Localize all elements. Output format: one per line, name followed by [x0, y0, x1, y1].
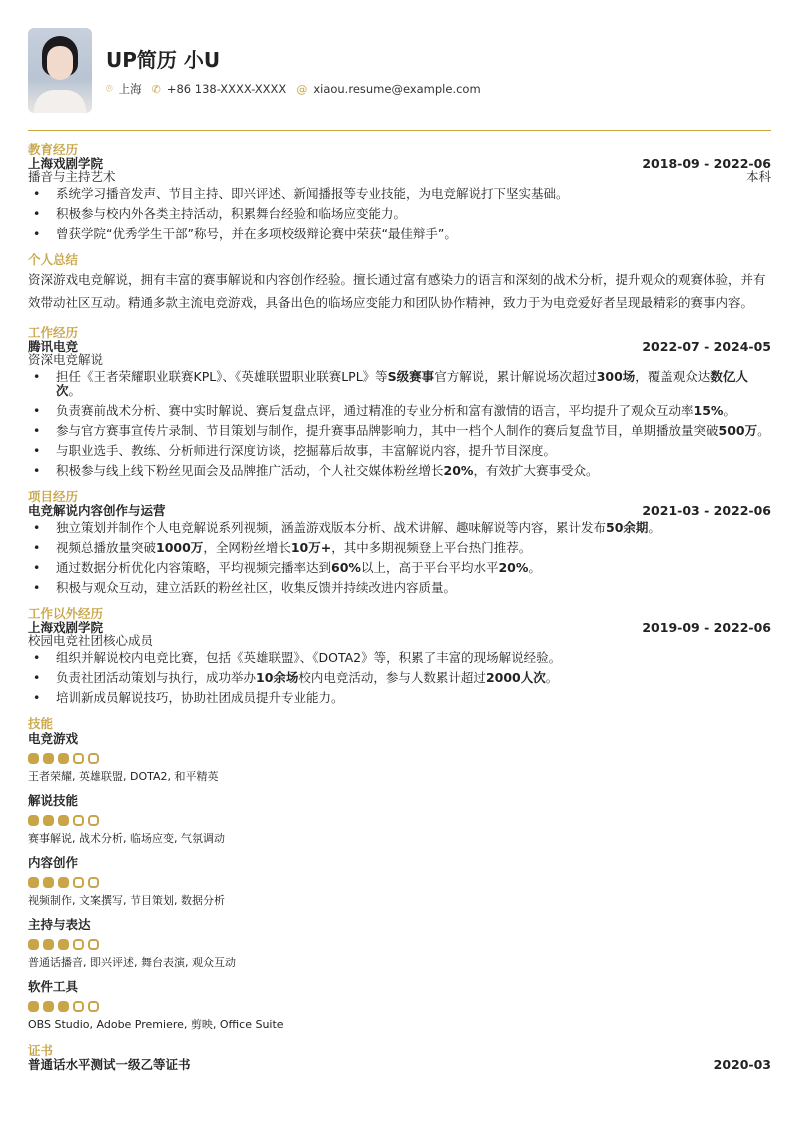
bullet-text: ，有效扩大赛事受众。	[473, 463, 599, 478]
bullet-text: 积极与观众互动，建立活跃的粉丝社区，收集反馈并持续改进内容质量。	[56, 580, 457, 595]
rating-dot-filled	[43, 753, 54, 764]
skill-group	[28, 855, 771, 908]
bold-highlight: 50余期	[606, 520, 649, 535]
entry-organization: 上海戏剧学院	[28, 156, 104, 171]
skill-name: 内容创作	[28, 855, 79, 870]
section-title: 工作经历	[28, 325, 79, 340]
rating-dot-filled	[43, 815, 54, 826]
rating-dot-empty	[88, 753, 99, 764]
bullet-text: 独立策划并制作个人电竞解说系列视频，涵盖游戏版本分析、战术讲解、趣味解说等内容，累计发布	[56, 520, 607, 535]
bullet-text: 。	[545, 670, 559, 685]
bullet-item	[28, 227, 771, 241]
rating-dot-empty	[73, 1001, 84, 1012]
rating-dot-filled	[58, 753, 69, 764]
section-education	[28, 143, 771, 241]
skill-name: 电竞游戏	[28, 731, 79, 746]
section-summary	[28, 253, 771, 314]
bullet-text: ，覆盖观众达	[635, 369, 711, 384]
skill-level-rating	[28, 815, 771, 826]
resume-header	[28, 28, 491, 113]
rating-dot-filled	[43, 1001, 54, 1012]
bullet-text: 曾获学院“优秀学生干部”称号，并在多项校级辩论赛中荣获“最佳辩手”。	[56, 226, 457, 241]
bullet-item	[28, 561, 771, 575]
bullet-item	[28, 404, 771, 418]
bullet-item	[28, 464, 771, 478]
rating-dot-filled	[43, 877, 54, 888]
section-title: 技能	[28, 716, 54, 731]
rating-dot-empty	[88, 939, 99, 950]
entry-date: 2018-09 - 2022-06	[642, 156, 771, 171]
section-extra	[28, 607, 771, 705]
bullet-text: 与职业选手、教练、分析师进行深度访谈，挖掘幕后故事，丰富解说内容，提升节目深度。	[56, 443, 557, 458]
rating-dot-empty	[88, 815, 99, 826]
skill-group	[28, 979, 771, 1032]
location: 上海	[118, 82, 142, 96]
entry-subheader	[28, 353, 771, 366]
bullet-text: ，其中多期视频登上平台热门推荐。	[331, 540, 532, 555]
skill-name: 软件工具	[28, 979, 79, 994]
entry-date: 2021-03 - 2022-06	[642, 503, 771, 518]
bold-highlight: 数亿人次	[56, 369, 748, 398]
entry-organization: 腾讯电竞	[28, 339, 79, 354]
skill-name: 主持与表达	[28, 917, 91, 932]
bullet-item	[28, 691, 771, 705]
bullet-item	[28, 521, 771, 535]
bullet-item	[28, 424, 771, 438]
skill-group	[28, 731, 771, 784]
skill-group	[28, 917, 771, 970]
resume-body	[28, 143, 771, 1083]
bullet-item	[28, 651, 771, 665]
rating-dot-filled	[28, 753, 39, 764]
bold-highlight: 20%	[498, 560, 529, 575]
skill-level-rating	[28, 1001, 771, 1012]
bullet-text: 担任《王者荣耀职业联赛KPL》、《英雄联盟职业联赛LPL》等	[56, 369, 388, 384]
bold-highlight: 10余场	[256, 670, 299, 685]
header-divider	[28, 130, 771, 131]
bold-highlight: 15%	[693, 403, 724, 418]
section-certificates	[28, 1044, 771, 1071]
bold-highlight: 20%	[443, 463, 474, 478]
bullet-text: 。	[757, 423, 770, 438]
entry-date: 2019-09 - 2022-06	[642, 620, 771, 635]
bullet-text: ，全网粉丝增长	[203, 540, 291, 555]
bullet-item	[28, 187, 771, 201]
bold-highlight: 60%	[331, 560, 361, 575]
bullet-text: 培训新成员解说技巧，协助社团成员提升专业能力。	[56, 690, 344, 705]
bullet-text: 负责社团活动策划与执行，成功举办	[56, 670, 257, 685]
email[interactable]: xiaou.resume@example.com	[313, 82, 481, 96]
entry-organization: 普通话水平测试一级乙等证书	[28, 1057, 191, 1072]
entry-role: 播音与主持艺术	[28, 169, 116, 184]
entry-organization: 上海戏剧学院	[28, 620, 104, 635]
bold-highlight: 1000万	[156, 540, 204, 555]
section-title: 个人总结	[28, 252, 79, 267]
bullet-text: 官方解说，累计解说场次超过	[434, 369, 597, 384]
bullet-list	[28, 521, 771, 595]
bullet-list	[28, 651, 771, 705]
entry-role: 校园电竞社团核心成员	[28, 633, 154, 648]
rating-dot-filled	[58, 815, 69, 826]
bold-highlight: 10万+	[290, 540, 332, 555]
rating-dot-filled	[28, 939, 39, 950]
summary-text: 资深游戏电竞解说，拥有丰富的赛事解说和内容创作经验。擅长通过富有感染力的语言和深刻的战术分析，提升观众的观赛体验，并有效带动社区互动。精通多款主流电竞游戏，具备出色的临场应变能力和团队协作精神，致力于为电竞爱好者呈现最精彩的赛事内容。	[28, 272, 766, 310]
rating-dot-empty	[88, 1001, 99, 1012]
skill-level-rating	[28, 939, 771, 950]
bullet-text: 。	[68, 383, 82, 398]
bullet-text: 积极参与线上线下粉丝见面会及品牌推广活动，个人社交媒体粉丝增长	[56, 463, 444, 478]
bullet-item	[28, 370, 771, 398]
entry-header	[28, 504, 771, 517]
skill-level-rating	[28, 753, 771, 764]
skill-level-rating	[28, 877, 771, 888]
bold-highlight: 500万	[718, 423, 758, 438]
entry-date: 2022-07 - 2024-05	[642, 339, 771, 354]
rating-dot-filled	[58, 877, 69, 888]
bullet-text: 通过数据分析优化内容策略，平均视频完播率达到	[56, 560, 332, 575]
skill-group	[28, 793, 771, 846]
skill-tags: 赛事解说, 战术分析, 临场应变, 气氛调动	[28, 832, 225, 845]
entry-degree: 本科	[745, 169, 771, 184]
entry-date: 2020-03	[713, 1057, 771, 1072]
bullet-item	[28, 581, 771, 595]
skill-tags: 视频制作, 文案撰写, 节目策划, 数据分析	[28, 894, 225, 907]
skill-tags: 王者荣耀, 英雄联盟, DOTA2, 和平精英	[28, 770, 219, 783]
bullet-item	[28, 444, 771, 458]
location-pin-icon: ⌾	[106, 82, 113, 95]
rating-dot-empty	[73, 877, 84, 888]
rating-dot-filled	[58, 1001, 69, 1012]
profile-photo	[28, 28, 92, 113]
bullet-text: 积极参与校内外各类主持活动，积累舞台经验和临场应变能力。	[56, 206, 407, 221]
bullet-text: 。	[528, 560, 541, 575]
skill-tags: 普通话播音, 即兴评述, 舞台表演, 观众互动	[28, 956, 236, 969]
phone-icon: ✆	[151, 82, 161, 96]
section-work	[28, 326, 771, 478]
section-title: 教育经历	[28, 142, 79, 157]
rating-dot-empty	[73, 939, 84, 950]
section-title: 项目经历	[28, 489, 79, 504]
rating-dot-empty	[73, 753, 84, 764]
section-title: 证书	[28, 1043, 54, 1058]
rating-dot-filled	[28, 877, 39, 888]
bullet-text: 视频总播放量突破	[56, 540, 157, 555]
bold-highlight: 300场	[596, 369, 636, 384]
entry-header	[28, 1058, 771, 1071]
skill-name: 解说技能	[28, 793, 79, 808]
rating-dot-filled	[28, 1001, 39, 1012]
bullet-text: 组织并解说校内电竞比赛，包括《英雄联盟》、《DOTA2》等，积累了丰富的现场解说经验。	[56, 650, 562, 665]
bullet-text: 负责赛前战术分析、赛中实时解说、赛后复盘点评，通过精准的专业分析和富有激情的语言，平均提升了观众互动率	[56, 403, 694, 418]
entry-organization: 电竞解说内容创作与运营	[28, 503, 166, 518]
bullet-text: 以上，高于平台平均水平	[360, 560, 499, 575]
section-title: 工作以外经历	[28, 606, 104, 621]
bullet-list	[28, 370, 771, 478]
entry-header	[28, 340, 771, 353]
bullet-text: 参与官方赛事宣传片录制、节目策划与制作，提升赛事品牌影响力，其中一档个人制作的赛后复盘节目，单期播放量突破	[56, 423, 719, 438]
entry-subheader	[28, 634, 771, 647]
bullet-item	[28, 671, 771, 685]
section-project	[28, 490, 771, 595]
bold-highlight: 2000人次	[485, 670, 546, 685]
rating-dot-filled	[43, 939, 54, 950]
phone: +86 138-XXXX-XXXX	[166, 82, 287, 96]
email-icon: @	[296, 82, 308, 96]
bullet-text: 。	[648, 520, 661, 535]
entry-header	[28, 157, 771, 170]
entry-subheader	[28, 170, 771, 183]
bullet-text: 。	[723, 403, 736, 418]
rating-dot-empty	[88, 877, 99, 888]
bullet-text: 校内电竞活动，参与人数累计超过	[298, 670, 486, 685]
bullet-list	[28, 187, 771, 241]
bullet-item	[28, 541, 771, 555]
rating-dot-empty	[73, 815, 84, 826]
entry-role: 资深电竞解说	[28, 352, 104, 367]
bullet-item	[28, 207, 771, 221]
rating-dot-filled	[58, 939, 69, 950]
bullet-text: 系统学习播音发声、节目主持、即兴评述、新闻播报等专业技能，为电竞解说打下坚实基础。	[56, 186, 569, 201]
bold-highlight: S级赛事	[387, 369, 435, 384]
rating-dot-filled	[28, 815, 39, 826]
candidate-name: UP简历 小U	[106, 48, 221, 72]
section-skills	[28, 717, 771, 1032]
skill-tags: OBS Studio, Adobe Premiere, 剪映, Office Suite	[28, 1018, 284, 1031]
